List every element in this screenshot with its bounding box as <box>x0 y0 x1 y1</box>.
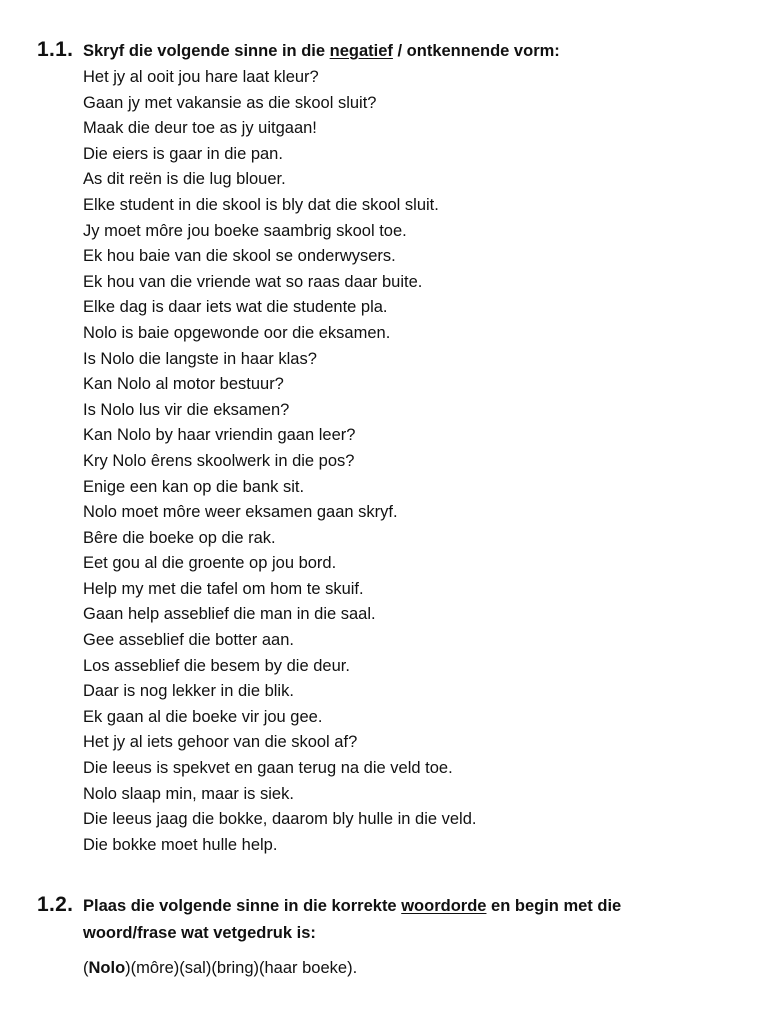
sentence-item: Die leeus jaag die bokke, daarom bly hulle in die veld. <box>83 810 477 829</box>
sentence-item: Is Nolo lus vir die eksamen? <box>83 400 290 419</box>
sentence-item: Los asseblief die besem by die deur. <box>83 656 350 675</box>
section-number: 1.2. <box>37 893 74 916</box>
sentence-item: Het jy al ooit jou hare laat kleur? <box>83 68 319 86</box>
sentence-item: Eet gou al die groente op jou bord. <box>83 554 337 573</box>
sentence-item: Nolo is baie opgewonde oor die eksamen. <box>83 323 391 342</box>
example-sentence: (Nolo)(môre)(sal)(bring)(haar boeke). <box>83 959 358 977</box>
section-heading: Skryf die volgende sinne in die negatief / ontkennende vorm: <box>83 42 560 60</box>
sentence-item: Daar is nog lekker in die blik. <box>83 682 294 701</box>
underlined-term: woordorde <box>401 897 487 915</box>
sentence-item: Bêre die boeke op die rak. <box>83 528 276 547</box>
sentence-item: Kan Nolo by haar vriendin gaan leer? <box>83 426 356 445</box>
sentence-item: Jy moet môre jou boeke saambrig skool toe. <box>83 221 407 240</box>
sentence-item: Ek hou van die vriende wat so raas daar buite. <box>83 272 423 291</box>
sentence-item: Maak die deur toe as jy uitgaan! <box>83 119 317 138</box>
sentence-item: Nolo slaap min, maar is siek. <box>83 784 294 803</box>
sentence-item: Die leeus is spekvet en gaan terug na die veld toe. <box>83 759 453 778</box>
sentence-item: Gee asseblief die botter aan. <box>83 631 294 650</box>
sentence-item: Elke dag is daar iets wat die studente pla. <box>83 298 388 317</box>
sentence-item: Kry Nolo êrens skoolwerk in die pos? <box>83 451 355 470</box>
sentence-item: Gaan help asseblief die man in die saal. <box>83 605 376 624</box>
sentence-item: Kan Nolo al motor bestuur? <box>83 375 284 394</box>
section-number: 1.1. <box>37 38 74 61</box>
sentence-item: Ek gaan al die boeke vir jou gee. <box>83 707 323 726</box>
sentence-list <box>83 65 737 858</box>
sentence-item: Is Nolo die langste in haar klas? <box>83 349 317 368</box>
sentence-item: Ek hou baie van die skool se onderwysers. <box>83 247 396 266</box>
sentence-item: Die bokke moet hulle help. <box>83 835 278 854</box>
sentence-item: Gaan jy met vakansie as die skool sluit? <box>83 93 377 112</box>
sentence-item: Elke student in die skool is bly dat die skool sluit. <box>83 195 439 214</box>
section-1-2 <box>37 893 737 981</box>
sentence-item: Help my met die tafel om hom te skuif. <box>83 579 364 598</box>
section-heading: Plaas die volgende sinne in die korrekte woordorde en begin met die woord/frase wat vetgedruk is: <box>83 897 622 942</box>
sentence-item: Nolo moet môre weer eksamen gaan skryf. <box>83 503 398 522</box>
section-1-1 <box>37 38 737 858</box>
bold-word: Nolo <box>88 959 126 977</box>
sentence-item: Enige een kan op die bank sit. <box>83 477 305 496</box>
underlined-term: negatief <box>329 42 393 60</box>
sentence-item: As dit reën is die lug blouer. <box>83 170 286 189</box>
sentence-item: Die eiers is gaar in die pan. <box>83 144 283 163</box>
sentence-item: Het jy al iets gehoor van die skool af? <box>83 733 358 752</box>
